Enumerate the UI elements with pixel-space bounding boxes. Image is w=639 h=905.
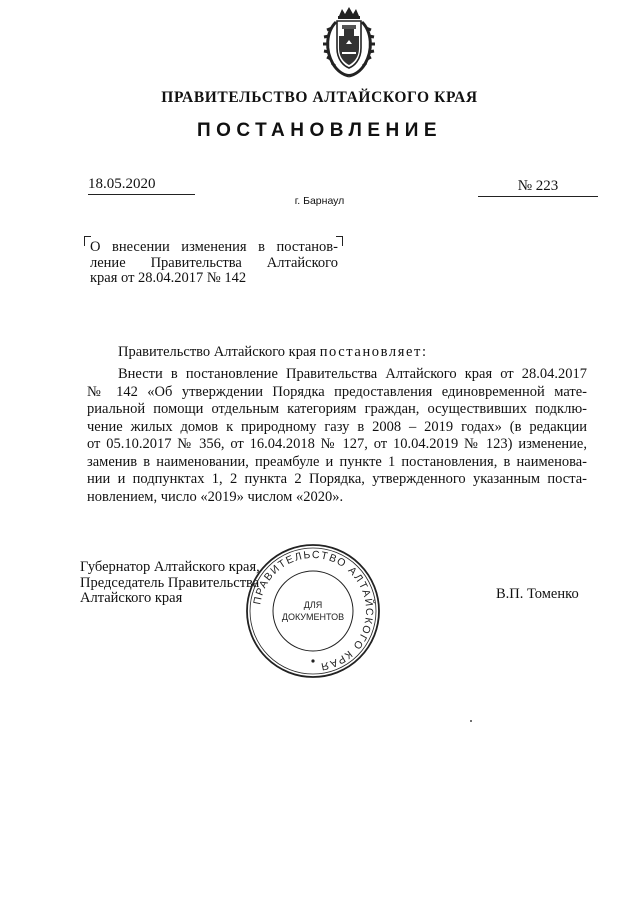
body-line: № 142 «Об утверждении Порядка предоставления единовременной мате- [87, 383, 587, 400]
signatory-line: Председатель Правительства [80, 574, 260, 591]
signatory-title [80, 560, 260, 607]
document-subject [90, 240, 338, 287]
round-seal-icon [243, 541, 383, 681]
document-city: г. Барнаул [294, 195, 345, 207]
document-date: 18.05.2020 [88, 176, 195, 195]
subject-line: ление Правительства Алтайского [90, 254, 338, 271]
document-type-title: ПОСТАНОВЛЕНИЕ [196, 120, 443, 141]
seal-ring-text: ПРАВИТЕЛЬСТВО АЛТАЙСКОГО КРАЯ [251, 548, 376, 673]
coat-of-arms-icon [320, 6, 378, 80]
body-line: от 05.10.2017 № 356, от 16.04.2018 № 127, от 10.04.2019 № 123) изменение, [87, 436, 587, 452]
intro-action: постановляет: [319, 344, 428, 360]
body-line: нии и подпунктах 1, 2 пункта 2 Порядка, утвержденного указанным поста- [87, 471, 587, 487]
seal-center-line: ДЛЯ [303, 600, 323, 610]
seal-center-line: ДОКУМЕНТОВ [281, 612, 345, 622]
scan-speck [470, 720, 472, 722]
signatory-name: В.П. Томенко [496, 586, 579, 602]
government-name: ПРАВИТЕЛЬСТВО АЛТАЙСКОГО КРАЯ [161, 89, 478, 106]
body-line: чение жилых домов к природному газу в 2008 – 2019 годах» (в редакции [87, 418, 587, 435]
body-line: Внести в постановление Правительства Алтайского края от 28.04.2017 [118, 366, 587, 382]
subject-line: края от 28.04.2017 № 142 [90, 270, 247, 286]
signatory-line: Алтайского края [80, 590, 183, 606]
intro-prefix: Правительство Алтайского края [118, 344, 320, 360]
svg-text:ПРАВИТЕЛЬСТВО АЛТАЙСКОГО КРАЯ [251, 549, 376, 673]
document-number: № 223 [478, 178, 598, 197]
resolution-intro [118, 344, 428, 361]
signatory-line: Губернатор Алтайского края, [80, 559, 260, 575]
body-line: риальной помощи отдельным категориям граждан, осуществивших подклю- [87, 401, 587, 417]
body-line: заменив в наименовании, преамбуле и пункте 1 постановления, в наименова- [87, 453, 587, 470]
subject-line: О внесении изменения в постанов- [90, 239, 338, 255]
body-line: новлением, число «2019» числом «2020». [87, 488, 344, 505]
resolution-body [87, 366, 587, 506]
